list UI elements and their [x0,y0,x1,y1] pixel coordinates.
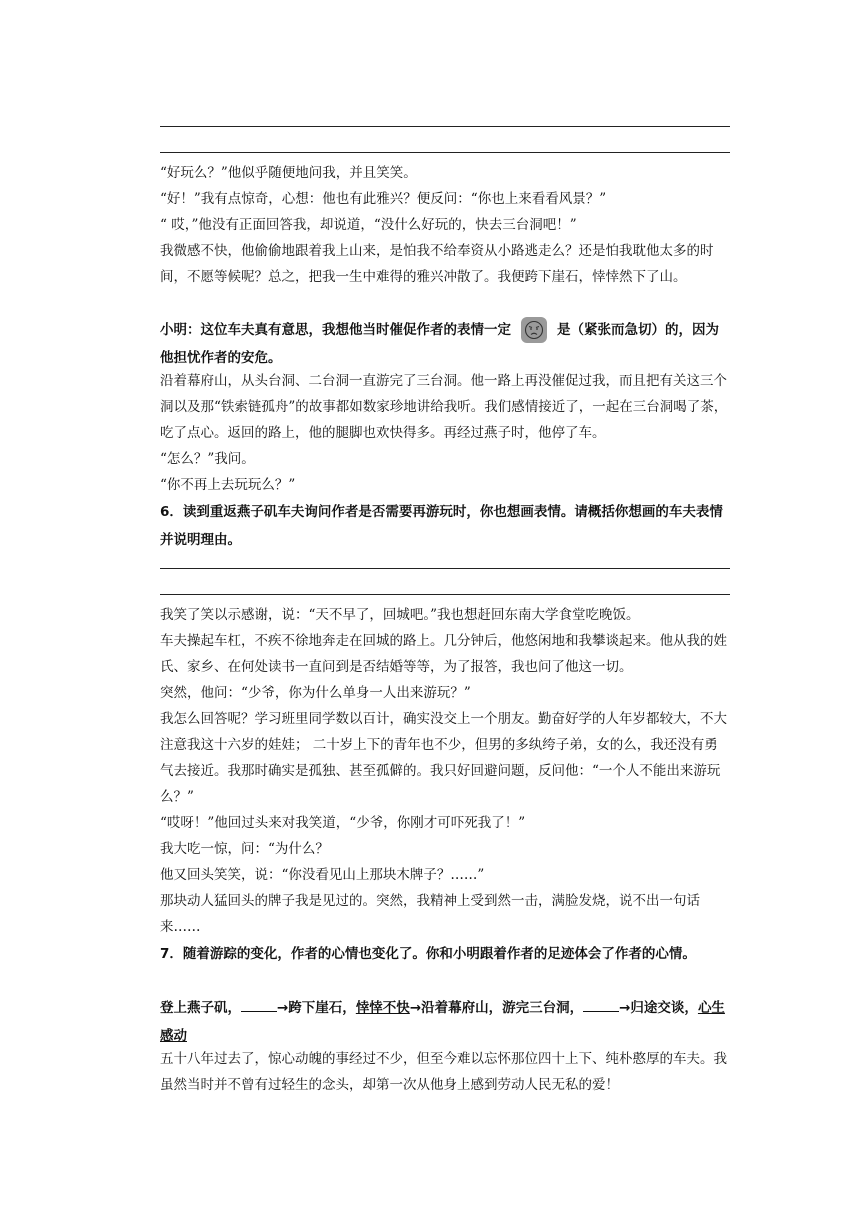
question-6: 6．读到重返燕子矶车夫询问作者是否需要再游玩时，你也想画表情。请概括你想画的车夫表情并说明理由。 [160,504,723,548]
flow-step: 登上燕子矶， [160,1000,241,1016]
mood-flow [160,994,730,1050]
paragraph: “ 哎，”他没有正面回答我，却说道，“没什么好玩的，快去三台洞吧！” [160,217,577,233]
paragraph: 我笑了笑以示感谢，说：“天不早了，回城吧。”我也想赶回东南大学食堂吃晚饭。 [160,607,640,623]
paragraph: 我怎么回答呢？学习班里同学数以百计，确实没交上一个朋友。勤奋好学的人年岁都较大，不大注意我这十六岁的娃娃； 二十岁上下的青年也不少，但男的多纨绔子弟，女的么，我还没有勇气去接近。我那时确实是孤独、甚至孤僻的。我只好回避问题，反问他：“一个人不能出来游玩么？” [160,711,727,805]
paragraph: 五十八年过去了，惊心动魄的事经过不少，但至今难以忘怀那位四十上下、纯朴憨厚的车夫。我虽然当时并不曾有过轻生的念头，却第一次从他身上感到劳动人民无私的爱！ [160,1051,727,1093]
flow-step: →沿着幕府山，游完三台洞， [409,1000,584,1016]
paragraph: 他又回头笑笑，说：“你没看见山上那块木牌子？……” [160,867,485,883]
paragraph: 我大吃一惊，问：“为什么？ [160,841,329,857]
paragraph: “怎么？”我问。 [160,451,255,467]
paragraph: “哎呀！”他回过头来对我笑道，“少爷，你刚才可吓死我了！” [160,815,526,831]
paragraph [160,238,730,290]
answer-line [160,568,730,569]
flow-step: →跨下崖石， [277,1000,356,1016]
flow-mood: 心生感动 [160,1000,725,1044]
answer-line [160,126,730,127]
flow-step: →归途交谈， [619,1000,698,1016]
paragraph: “好！”我有点惊奇，心想：他也有此雅兴？便反问：“你也上来看看风景？” [160,191,607,207]
comment-text: 是（紧张而急切）的，因为他担忧作者的安危。 [160,322,719,366]
paragraph: 那块动人猛回头的牌子我是见过的。突然，我精神上受到然一击，满脸发烧，说不出一句话来…… [160,893,700,935]
paragraph: 突然，他问：“少爷，你为什么单身一人出来游玩？” [160,685,471,701]
comment-text: 小明：这位车夫真有意思，我想他当时催促作者的表情一定 [160,322,511,338]
paragraph: 车夫操起车杠，不疾不徐地奔走在回城的路上。几分钟后，他悠闲地和我攀谈起来。他从我的姓氏、家乡、在何处读书一直问到是否结婚等等，为了报答，我也问了他这一切。 [160,633,727,675]
fill-blank[interactable] [241,997,277,1012]
answer-line [160,594,730,595]
paragraph: “好玩么？”他似乎随便地问我，并且笑笑。 [160,165,417,181]
paragraph: 沿着幕府山，从头台洞、二台洞一直游完了三台洞。他一路上再没催促过我，而且把有关这三个洞以及那“铁索链孤舟”的故事都如数家珍地讲给我听。我们感情接近了，一起在三台洞喝了茶，吃了点心。返回的路上，他的腿脚也欢快得多。再经过燕子时，他停了车。 [160,373,728,441]
anxious-face-icon [521,317,547,343]
flow-mood: 悻悻不快 [355,1000,410,1016]
fill-blank[interactable] [583,997,619,1012]
paragraph-text: 我微感不快，他偷偷地跟着我上山来，是怕我不给奉资从小路逃走么？还是怕我耽他太多的时间，不愿等候呢？总之，把我一生中难得的雅兴冲散了。我便跨下崖石，悻悻然下了山。 [160,243,714,285]
student-comment [160,316,730,372]
question-7: 7．随着游踪的变化，作者的心情也变化了。你和小明跟着作者的足迹体会了作者的心情。 [160,946,696,962]
paragraph: “你不再上去玩玩么？” [160,477,296,493]
answer-line [160,152,730,153]
